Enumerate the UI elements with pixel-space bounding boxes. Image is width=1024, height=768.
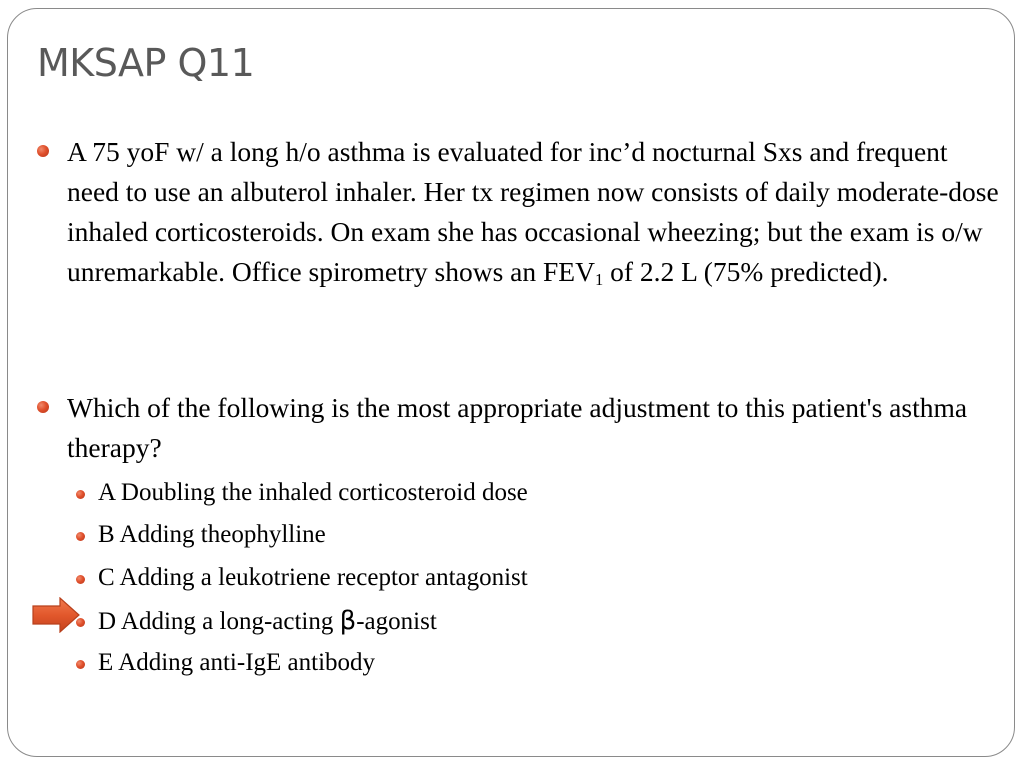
option-dot [76,532,85,541]
question-stem [67,132,1002,292]
option-dot [76,490,85,499]
bullet-dot [37,401,49,413]
stem-text-end: of 2.2 L (75% predicted). [603,256,889,287]
option-b: B Adding theophylline [98,521,326,548]
slide-frame [7,8,1015,757]
right-arrow-icon [32,597,80,633]
slide-title: MKSAP Q11 [37,41,255,85]
beta-symbol: β [339,606,357,636]
fev-subscript: 1 [594,270,604,290]
stem-text: A 75 yoF w/ a long h/o asthma is evaluated for inc’d nocturnal Sxs and frequent need to use an albuterol inhaler. Her tx regimen now consists of daily moderate-dose inhaled corticosteroids. On exam she has occasional wheezing; but the exam is o/w unremarkable. Office spirometry shows an FEV [67,136,999,287]
option-d: D Adding a long-acting β-agonist [98,606,437,636]
option-a: A Doubling the inhaled corticosteroid dose [98,479,528,506]
question-prompt: Which of the following is the most appropriate adjustment to this patient's asthma therapy? [67,392,968,463]
option-dot [76,575,85,584]
option-c: C Adding a leukotriene receptor antagonist [98,564,528,591]
option-e: E Adding anti-IgE antibody [98,649,376,676]
option-dot [76,660,85,669]
bullet-dot [37,145,49,157]
